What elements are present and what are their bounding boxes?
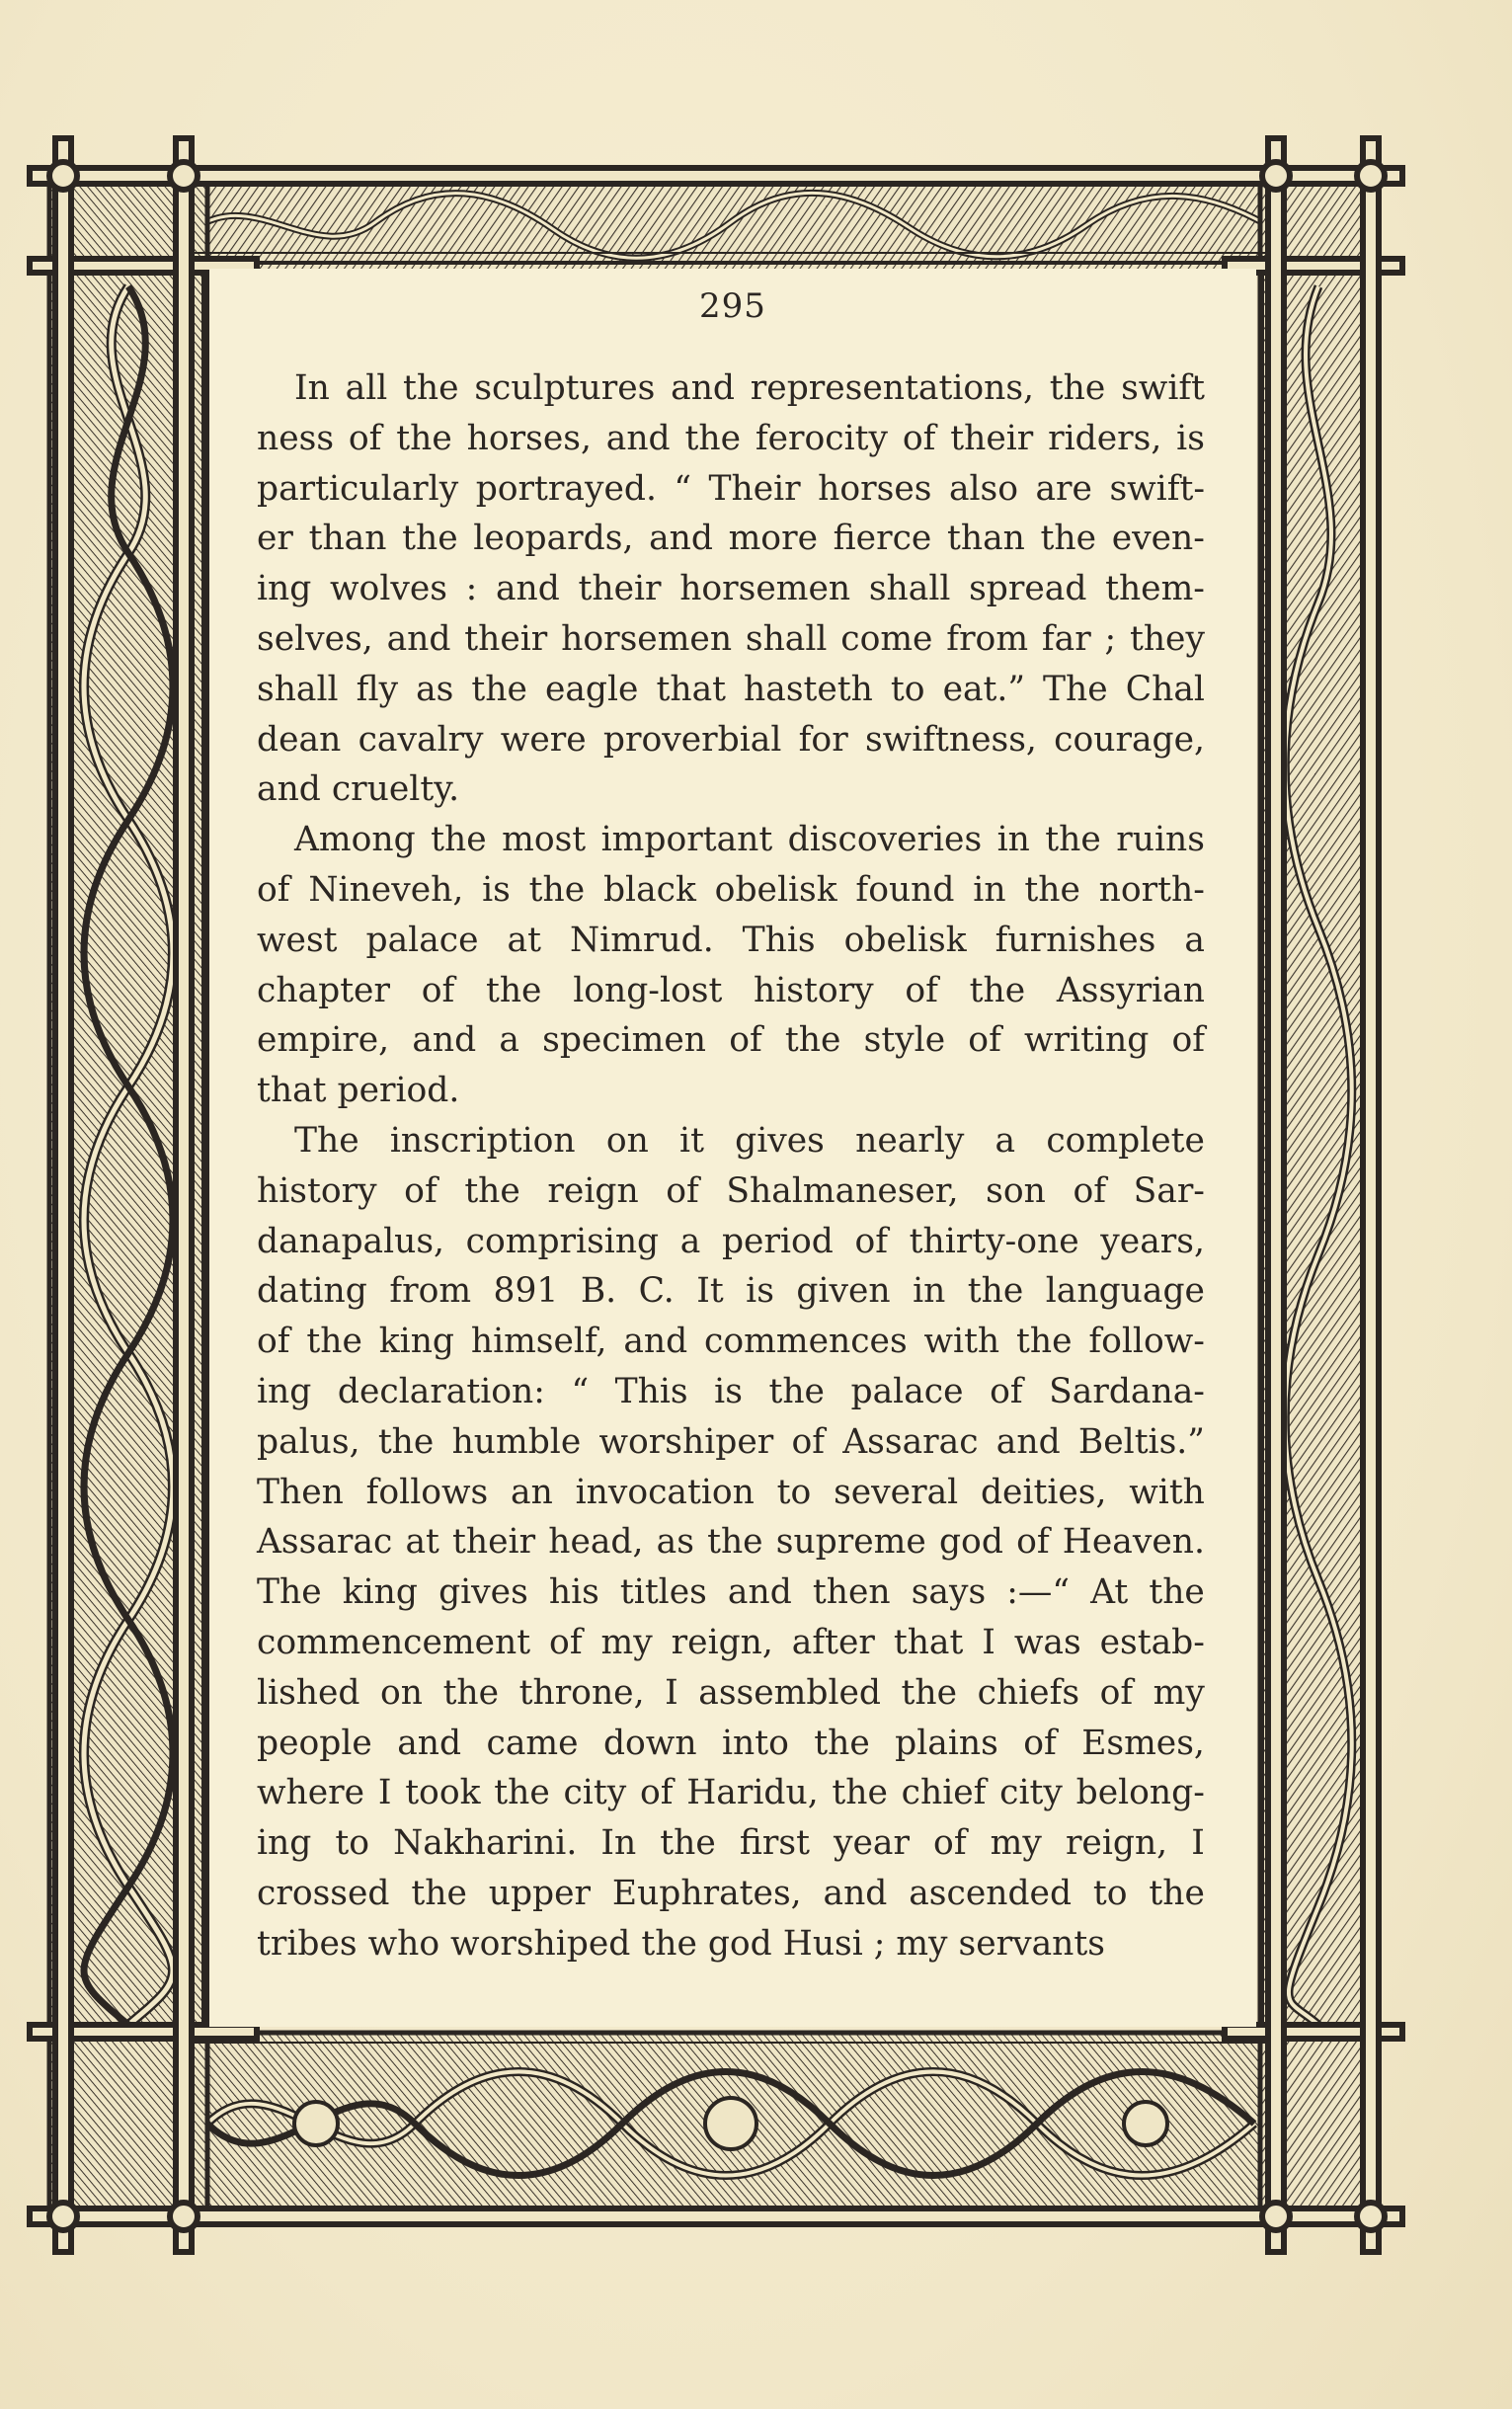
text-line: shall fly as the eagle that hasteth to eat.” The Chal — [257, 669, 1205, 709]
text-line: ing declaration: “ This is the palace of Sardana- — [257, 1371, 1205, 1411]
text-line: ness of the horses, and the ferocity of their riders, is — [257, 418, 1205, 458]
text-line: In all the sculptures and representations, the swift — [294, 368, 1205, 408]
text-line: tribes who worshiped the god Husi ; my servants — [257, 1923, 1105, 1964]
text-line: The king gives his titles and then says :—“ At the — [257, 1572, 1205, 1613]
text-line: dating from 891 B. C. It is given in the language — [257, 1271, 1205, 1312]
text-line: commencement of my reign, after that I was estab- — [257, 1622, 1205, 1662]
text-line: Assarac at their head, as the supreme god of Heaven. — [257, 1522, 1205, 1563]
text-line: er than the leopards, and more fierce than the even- — [257, 519, 1205, 559]
text-line: of the king himself, and commences with the follow- — [257, 1322, 1205, 1362]
body-text — [257, 363, 1205, 1969]
text-line: that period. — [257, 1071, 460, 1111]
text-line: danapalus, comprising a period of thirty-one years, — [257, 1221, 1205, 1261]
text-line: lished on the throne, I assembled the chiefs of my — [257, 1672, 1205, 1713]
text-line: chapter of the long-lost history of the Assyrian — [257, 970, 1205, 1010]
text-line: particularly portrayed. “ Their horses also are swift- — [257, 468, 1205, 509]
text-line: dean cavalry were proverbial for swiftness, courage, — [257, 719, 1205, 760]
border-bottom-band — [158, 2033, 1304, 2214]
text-panel — [209, 269, 1256, 2027]
text-line: empire, and a specimen of the style of writing of — [257, 1020, 1205, 1061]
text-line: where I took the city of Haridu, the chief city belong- — [257, 1773, 1205, 1813]
text-line: of Nineveh, is the black obelisk found in the north- — [257, 869, 1205, 910]
text-line: ing to Nakharini. In the first year of my reign, I — [257, 1823, 1205, 1864]
text-line: palus, the humble worshiper of Assarac and Beltis.” — [257, 1421, 1205, 1462]
text-line: The inscription on it gives nearly a complete — [294, 1120, 1205, 1161]
text-line: selves, and their horsemen shall come from far ; they — [257, 618, 1205, 659]
text-line: ing wolves : and their horsemen shall spread them- — [257, 569, 1205, 609]
text-line: people and came down into the plains of Esmes, — [257, 1723, 1205, 1763]
text-line: and cruelty. — [257, 769, 460, 810]
page-number: 295 — [699, 286, 766, 326]
text-line: Among the most important discoveries in the ruins — [294, 820, 1205, 860]
text-line: west palace at Nimrud. This obelisk furnishes a — [257, 920, 1205, 960]
text-line: history of the reign of Shalmaneser, son of Sar- — [257, 1170, 1205, 1211]
border-top-band — [158, 176, 1304, 273]
text-line: crossed the upper Euphrates, and ascended to the — [257, 1873, 1205, 1913]
text-line: Then follows an invocation to several deities, with — [257, 1472, 1205, 1512]
